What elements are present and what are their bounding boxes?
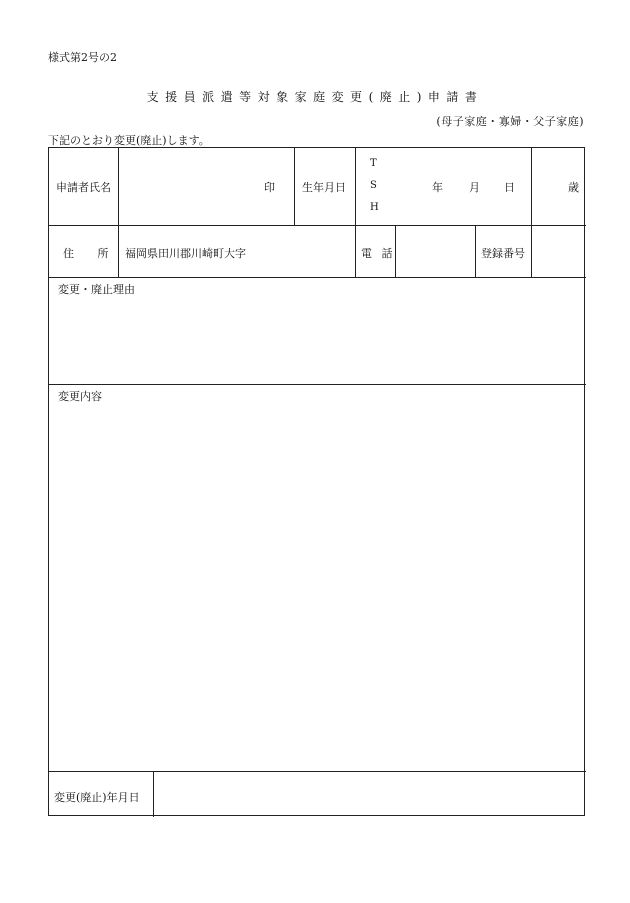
applicant-name-label: 申請者氏名 [56,181,111,194]
month-label: 月 [469,181,480,194]
phone-label: 電 話 [361,247,396,260]
change-date-label: 変更(廃止)年月日 [54,791,140,804]
reason-label: 変更・廃止理由 [58,283,135,296]
application-form-table [48,147,585,816]
day-label: 日 [504,181,515,194]
era-option-s: S [370,180,377,191]
content-label: 変更内容 [58,390,102,403]
change-date-field[interactable] [154,772,585,816]
form-number: 様式第2号の2 [48,51,117,64]
column-divider [355,148,356,277]
family-category: (母子家庭・寡婦・父子家庭) [436,115,584,128]
seal-label: 印 [264,181,275,194]
reason-field[interactable] [50,298,585,383]
registration-label: 登録番号 [481,247,525,260]
age-label: 歳 [568,181,579,194]
content-field[interactable] [50,405,585,770]
era-option-h: H [370,202,379,213]
column-divider [475,225,476,277]
row-divider [49,225,586,226]
row-divider [49,384,586,385]
address-value[interactable]: 福岡県田川郡川崎町大字 [125,247,246,260]
row-divider [49,277,586,278]
page-title: 支援員派遣等対象家庭変更(廃止)申請書 [146,90,484,104]
address-label: 住 所 [63,247,119,260]
birthdate-label: 生年月日 [302,181,346,194]
year-label: 年 [432,181,443,194]
intro-text: 下記のとおり変更(廃止)します。 [48,134,210,147]
column-divider [294,148,295,225]
phone-field[interactable] [396,226,474,276]
era-option-t: T [370,158,377,169]
registration-field[interactable] [532,226,585,276]
